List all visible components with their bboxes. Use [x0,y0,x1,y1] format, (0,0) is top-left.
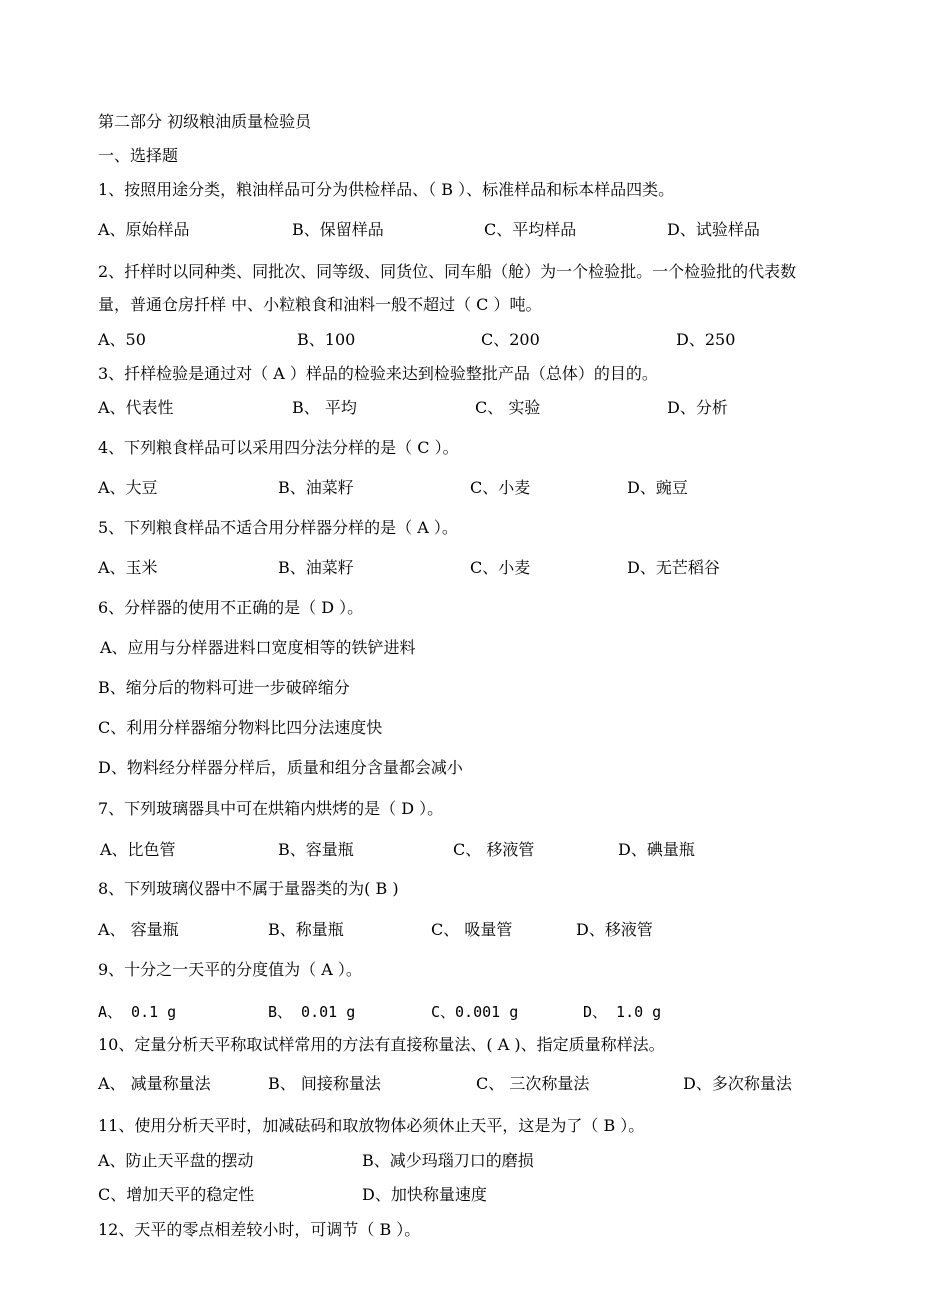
question-2-option-b: B、100 [297,330,356,349]
question-8-option-a: A、 容量瓶 [98,920,179,939]
question-6-option-b: B、缩分后的物料可进一步破碎缩分 [98,678,350,697]
question-6-option-a: A、应用与分样器进料口宽度相等的铁铲进料 [100,638,416,657]
question-2-option-c: C、200 [481,330,540,349]
question-7-option-b: B、容量瓶 [278,840,354,859]
part-title: 第二部分 初级粮油质量检验员 [98,112,312,131]
question-3-stem: 3、扦样检验是通过对（ A ）样品的检验来达到检验整批产品（总体）的目的。 [98,364,658,383]
question-11-stem: 11、使用分析天平时，加减砝码和取放物体必须休止天平，这是为了（ B ）。 [98,1116,645,1135]
question-3-option-d: D、分析 [667,398,728,417]
question-4-option-a: A、大豆 [98,478,158,497]
question-5-option-d: D、无芒稻谷 [627,558,720,577]
question-5-option-c: C、小麦 [470,558,531,577]
question-3-option-c: C、 实验 [475,398,541,417]
question-5-option-a: A、玉米 [98,558,158,577]
question-1-option-d: D、试验样品 [667,220,760,239]
question-10-option-a: A、 减量称量法 [98,1074,211,1093]
question-1-option-b: B、保留样品 [292,220,384,239]
question-6-option-c: C、利用分样器缩分物料比四分法速度快 [98,718,383,737]
question-1-stem: 1、按照用途分类，粮油样品可分为供检样品、（ B ）、标准样品和标本样品四类。 [98,180,675,199]
question-7-stem: 7、下列玻璃器具中可在烘箱内烘烤的是（ D ）。 [98,799,444,818]
question-10-option-d: D、多次称量法 [683,1074,792,1093]
question-9-option-a: A、 0.1 g [98,1003,177,1021]
question-5-option-b: B、油菜籽 [278,558,354,577]
question-4-option-c: C、小麦 [470,478,531,497]
question-3-option-a: A、代表性 [98,398,174,417]
question-7-option-d: D、碘量瓶 [618,840,695,859]
question-12-stem: 12、天平的零点相差较小时，可调节（ B ）。 [98,1220,421,1239]
question-10-option-b: B、 间接称量法 [268,1074,381,1093]
question-2-option-d: D、250 [676,330,736,349]
question-11-option-c: C、增加天平的稳定性 [98,1185,255,1204]
question-7-option-c: C、 移液管 [453,840,535,859]
question-2-option-a: A、50 [98,330,146,349]
question-8-option-c: C、 吸量管 [431,920,513,939]
question-9-option-d: D、 1.0 g [583,1003,662,1021]
question-9-option-c: C、0.001 g [431,1003,519,1021]
question-9-option-b: B、 0.01 g [268,1003,356,1021]
question-9-stem: 9、十分之一天平的分度值为（ A ）。 [98,960,362,979]
question-8-option-d: D、移液管 [576,920,653,939]
question-4-stem: 4、下列粮食样品可以采用四分法分样的是（ C ）。 [98,438,459,457]
question-4-option-b: B、油菜籽 [278,478,354,497]
question-4-option-d: D、豌豆 [627,478,688,497]
question-5-stem: 5、下列粮食样品不适合用分样器分样的是（ A ）。 [98,518,458,537]
question-1-option-a: A、原始样品 [98,220,190,239]
question-10-stem: 10、定量分析天平称取试样常用的方法有直接称量法、( A )、指定质量称样法。 [98,1035,665,1054]
question-8-stem: 8、下列玻璃仪器中不属于量器类的为( B ) [98,879,399,898]
section-title: 一、选择题 [98,146,179,165]
question-6-option-d: D、物料经分样器分样后，质量和组分含量都会减小 [98,758,463,777]
question-2-stem-line-1: 2、扦样时以同种类、同批次、同等级、同货位、同车船（舱）为一个检验批。一个检验批的代表数 [98,262,797,281]
question-3-option-b: B、 平均 [292,398,357,417]
question-1-option-c: C、平均样品 [484,220,577,239]
question-8-option-b: B、称量瓶 [268,920,344,939]
question-7-option-a: A、比色管 [100,840,176,859]
question-11-option-d: D、加快称量速度 [362,1185,487,1204]
question-10-option-c: C、 三次称量法 [476,1074,590,1093]
question-11-option-a: A、防止天平盘的摆动 [98,1151,254,1170]
question-6-stem: 6、分样器的使用不正确的是（ D ）。 [98,598,364,617]
question-11-option-b: B、减少玛瑙刀口的磨损 [362,1151,534,1170]
question-2-stem-line-2: 量，普通仓房扦样 中、小粒粮食和油料一般不超过（ C ）吨。 [98,295,542,314]
